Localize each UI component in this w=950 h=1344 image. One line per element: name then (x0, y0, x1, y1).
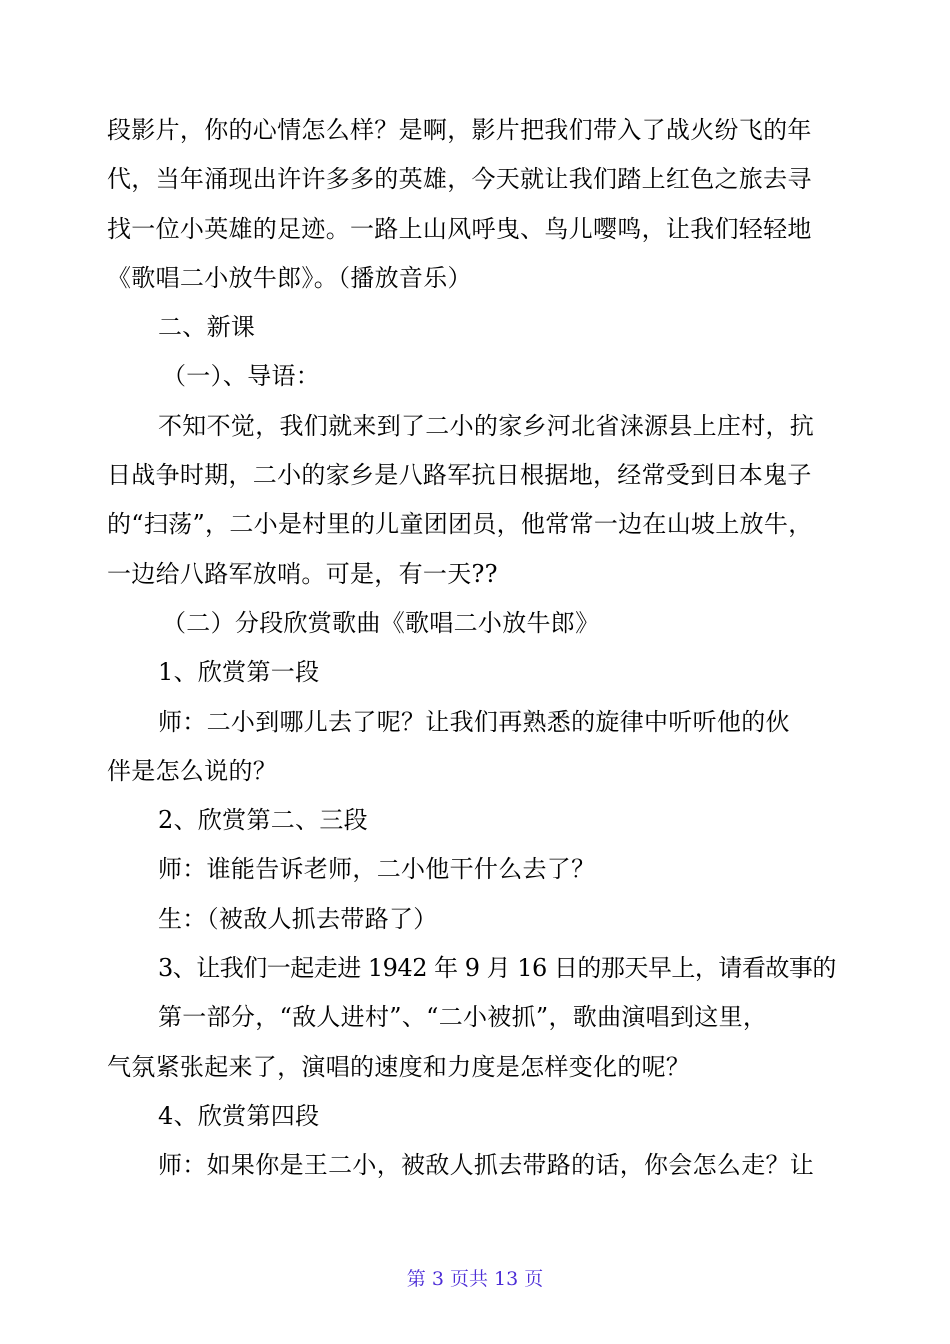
paragraph-line: 的“扫荡”，二小是村里的儿童团团员，他常常一边在山坡上放牛， (107, 510, 813, 539)
paragraph-line: 《歌唱二小放牛郎》。（播放音乐） (107, 263, 472, 292)
page-number-footer: 第 3 页共 13 页 (406, 1268, 544, 1290)
list-item: 4、欣赏第四段 (158, 1101, 320, 1130)
paragraph-line: 代，当年涌现出许许多多的英雄，今天就让我们踏上红色之旅去寻 (107, 165, 812, 194)
paragraph-line: 生：（被敌人抓去带路了） (158, 904, 438, 933)
paragraph-line: 段影片，你的心情怎么样？是啊，影片把我们带入了战火纷飞的年 (107, 116, 812, 144)
paragraph-line: 师：二小到哪儿去了呢？让我们再熟悉的旋律中听听他的伙 (158, 707, 790, 736)
paragraph-line: 气氛紧张起来了，演唱的速度和力度是怎样变化的呢？ (107, 1052, 691, 1081)
paragraph-line: 找一位小英雄的足迹。一路上山风呼曳、鸟儿嘤鸣，让我们轻轻地 (107, 214, 812, 243)
paragraph-line: 一边给八路军放哨。可是，有一天?? (107, 559, 498, 588)
list-item: 2、欣赏第二、三段 (158, 806, 368, 835)
list-item: 1、欣赏第一段 (158, 658, 320, 687)
paragraph-line: 日战争时期，二小的家乡是八路军抗日根据地，经常受到日本鬼子 (107, 461, 812, 490)
section-heading: 二、新课 (158, 313, 256, 342)
list-item: 3、让我们一起走进 1942 年 9 月 16 日的那天早上，请看故事的 (158, 954, 836, 983)
paragraph-line: 师：如果你是王二小，被敌人抓去带路的话，你会怎么走？让 (158, 1151, 815, 1180)
paragraph-line: 第一部分，“敌人进村”、“二小被抓”，歌曲演唱到这里， (158, 1003, 768, 1032)
subsection-heading: （二）分段欣赏歌曲《歌唱二小放牛郎》 (162, 608, 600, 637)
paragraph-line: 伴是怎么说的？ (107, 756, 278, 785)
paragraph-line: 不知不觉，我们就来到了二小的家乡河北省涞源县上庄村，抗 (158, 411, 815, 440)
paragraph-line: 师：谁能告诉老师，二小他干什么去了？ (158, 855, 596, 884)
document-body (107, 106, 837, 1191)
subsection-heading: （一）、导语： (162, 362, 321, 391)
